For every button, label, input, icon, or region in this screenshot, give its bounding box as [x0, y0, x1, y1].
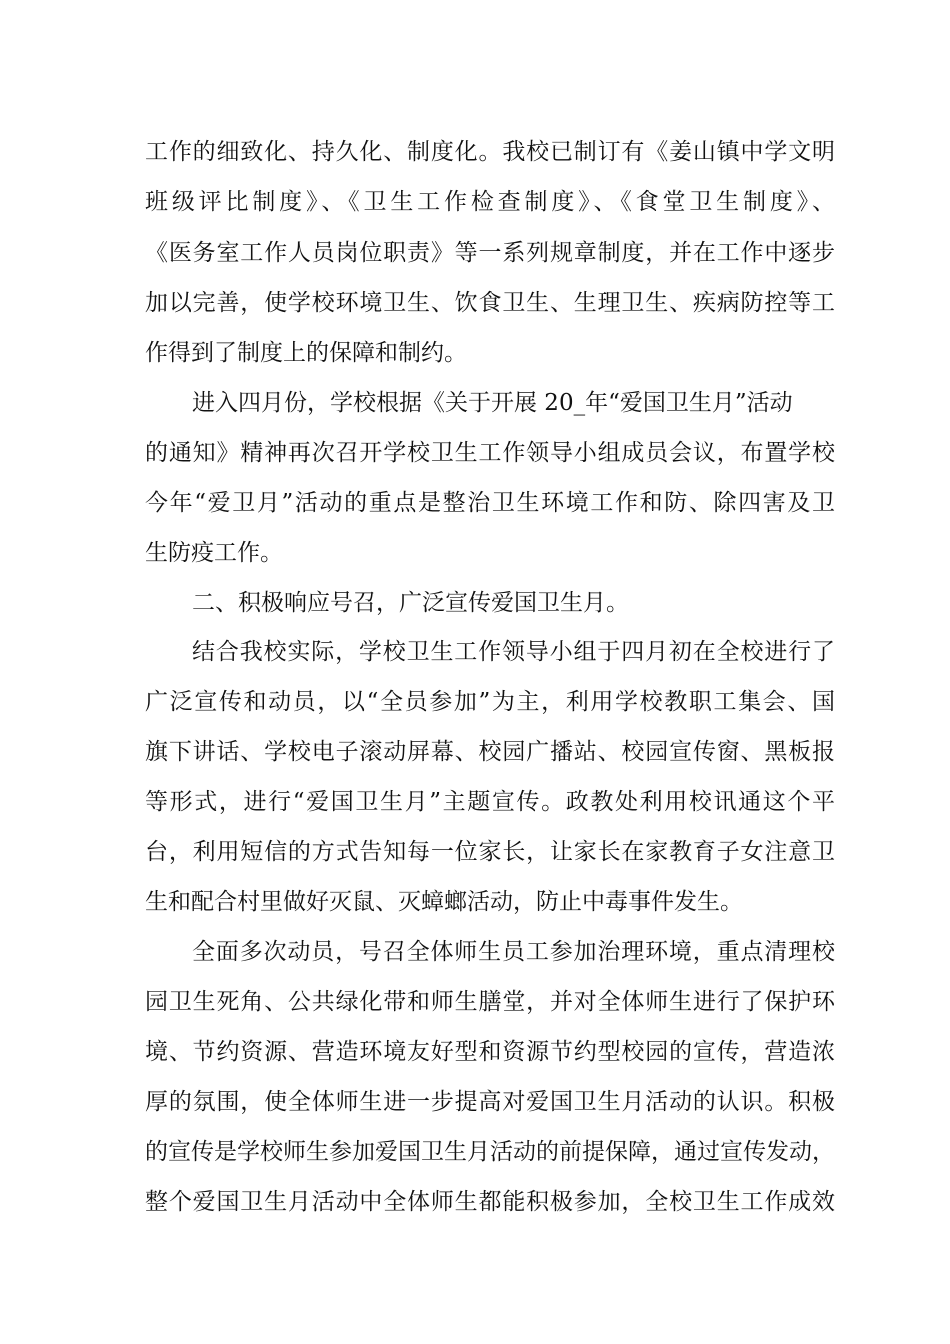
text-line-4: 加以完善，使学校环境卫生、饮食卫生、生理卫生、疾病防控等工 [145, 290, 835, 316]
text-line-9: 生防疫工作。 [145, 540, 283, 566]
text-line-18: 园卫生死角、公共绿化带和师生膳堂，并对全体师生进行了保护环 [145, 989, 835, 1015]
text-line-19: 境、节约资源、营造环境友好型和资源节约型校园的宣传，营造浓 [145, 1039, 835, 1065]
text-line-20: 厚的氛围，使全体师生进一步提高对爱国卫生月活动的认识。积极 [145, 1089, 835, 1115]
text-line-5: 作得到了制度上的保障和制约。 [145, 340, 467, 366]
text-line-21: 的宣传是学校师生参加爱国卫生月活动的前提保障，通过宣传发动， [145, 1139, 835, 1165]
text-line-14: 等形式，进行“爱国卫生月”主题宣传。政教处利用校讯通这个平 [145, 789, 835, 815]
paragraph-start-line: 全面多次动员，号召全体师生员工参加治理环境，重点清理校 [192, 939, 835, 965]
text-line-15: 台，利用短信的方式告知每一位家长，让家长在家教育子女注意卫 [145, 839, 835, 865]
text-line-3: 《医务室工作人员岗位职责》等一系列规章制度，并在工作中逐步 [145, 240, 835, 266]
text-line-8: 今年“爱卫月”活动的重点是整治卫生环境工作和防、除四害及卫 [145, 490, 835, 516]
paragraph-start-line: 结合我校实际，学校卫生工作领导小组于四月初在全校进行了 [192, 639, 835, 665]
text-line-13: 旗下讲话、学校电子滚动屏幕、校园广播站、校园宣传窗、黑板报 [145, 739, 835, 765]
text-line-22: 整个爱国卫生月活动中全体师生都能积极参加，全校卫生工作成效 [145, 1189, 835, 1215]
text-line-16: 生和配合村里做好灭鼠、灭蟑螂活动，防止中毒事件发生。 [145, 889, 743, 915]
text-line-12: 广泛宣传和动员，以“全员参加”为主，利用学校教职工集会、国 [145, 689, 835, 715]
text-line-7: 的通知》精神再次召开学校卫生工作领导小组成员会议，布置学校 [145, 440, 835, 466]
text-line-2: 班级评比制度》、《卫生工作检查制度》、《食堂卫生制度》、 [145, 189, 835, 215]
section-heading: 二、积极响应号召，广泛宣传爱国卫生月。 [192, 590, 629, 616]
text-line-1: 工作的细致化、持久化、制度化。我校已制订有《姜山镇中学文明 [145, 139, 835, 165]
paragraph-start-line: 进入四月份，学校根据《关于开展 20_年“爱国卫生月”活动 [192, 390, 793, 416]
